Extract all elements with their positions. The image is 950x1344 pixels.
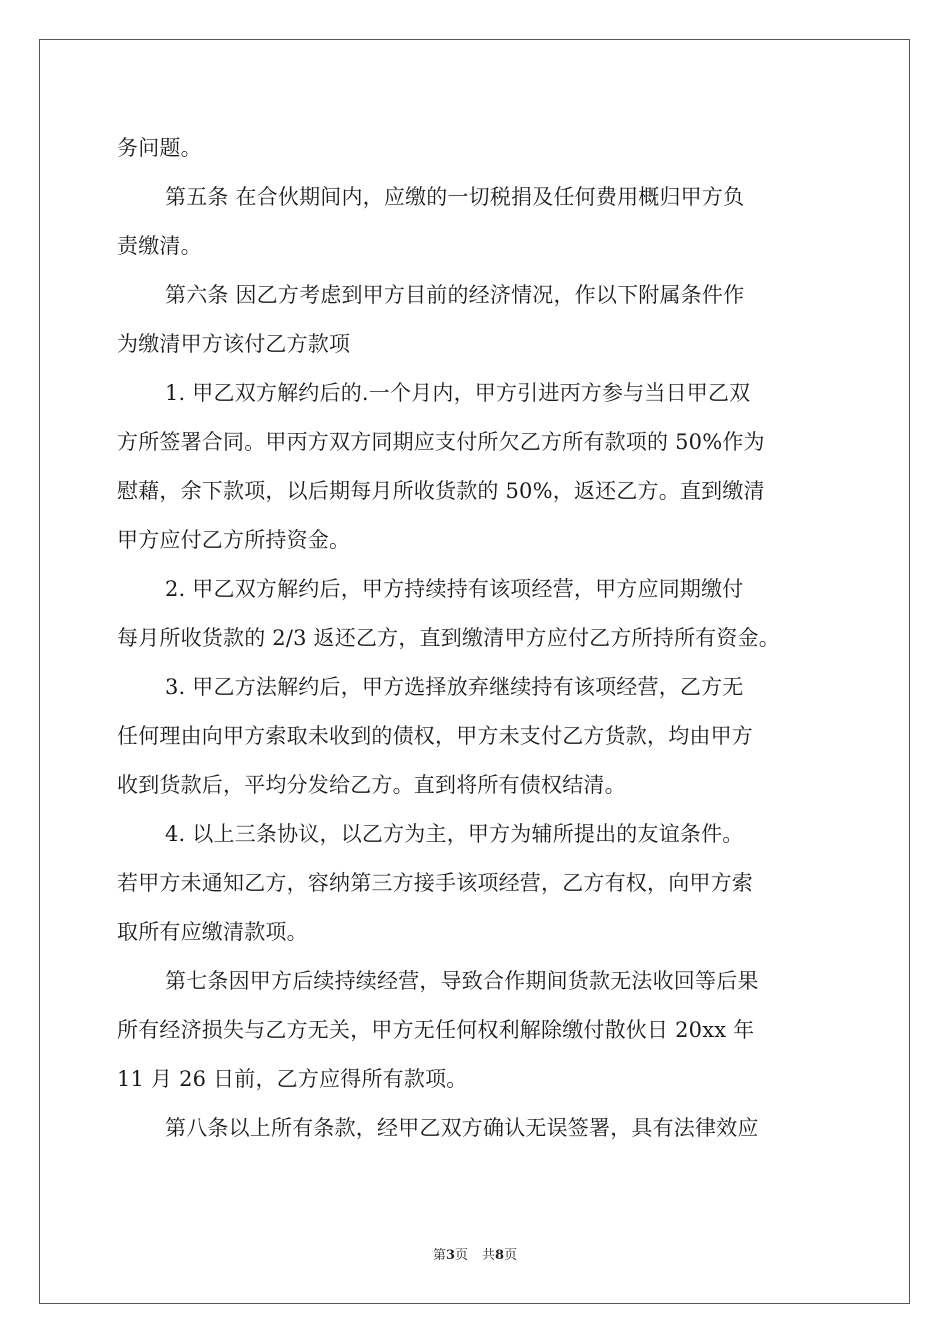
clause-3-line-3: 收到货款后，平均分发给乙方。直到将所有债权结清。 bbox=[117, 773, 626, 797]
clause-4-line-2: 若甲方未通知乙方，容纳第三方接手该项经营，乙方有权，向甲方索 bbox=[117, 871, 753, 895]
clause-4-line-3: 取所有应缴清款项。 bbox=[117, 920, 308, 944]
article-6-line-1: 第六条 因乙方考虑到甲方目前的经济情况，作以下附属条件作 bbox=[165, 283, 745, 307]
clause-2-line-1: 2. 甲乙双方解约后，甲方持续持有该项经营，甲方应同期缴付 bbox=[165, 577, 744, 601]
clause-2-line-2: 每月所收货款的 2/3 返还乙方，直到缴清甲方应付乙方所持所有资金。 bbox=[117, 626, 780, 650]
article-5-line-2: 责缴清。 bbox=[117, 234, 202, 258]
article-8-line-1: 第八条以上所有条款，经甲乙双方确认无误签署，具有法律效应 bbox=[165, 1116, 759, 1140]
page-total: 8 bbox=[495, 1248, 505, 1263]
document-body bbox=[117, 124, 835, 1153]
article-5-line-1: 第五条 在合伙期间内，应缴的一切税捐及任何费用概归甲方负 bbox=[165, 185, 745, 209]
page-prefix: 第 bbox=[432, 1248, 446, 1263]
clause-1-line-3: 慰藉，余下款项，以后期每月所收货款的 50%，返还乙方。直到缴清 bbox=[117, 479, 765, 503]
text-line-1: 务问题。 bbox=[117, 136, 202, 160]
article-7-line-1: 第七条因甲方后续持续经营，导致合作期间货款无法收回等后果 bbox=[165, 969, 759, 993]
clause-4-line-1: 4. 以上三条协议，以乙方为主，甲方为辅所提出的友谊条件。 bbox=[165, 822, 744, 846]
page-footer bbox=[0, 1247, 950, 1265]
article-7-line-2: 所有经济损失与乙方无关，甲方无任何权利解除缴付散伙日 20xx 年 bbox=[117, 1018, 755, 1042]
clause-3-line-2: 任何理由向甲方索取未收到的债权，甲方未支付乙方货款，均由甲方 bbox=[117, 724, 753, 748]
article-7-line-3: 11 月 26 日前，乙方应得所有款项。 bbox=[117, 1067, 468, 1091]
clause-1-line-4: 甲方应付乙方所持资金。 bbox=[117, 528, 351, 552]
total-prefix: 共 bbox=[482, 1248, 496, 1263]
clause-1-line-2: 方所签署合同。甲丙方双方同期应支付所欠乙方所有款项的 50%作为 bbox=[117, 430, 765, 454]
page-current: 3 bbox=[445, 1248, 455, 1263]
article-6-line-2: 为缴清甲方该付乙方款项 bbox=[117, 332, 351, 356]
clause-3-line-1: 3. 甲乙方法解约后，甲方选择放弃继续持有该项经营，乙方无 bbox=[165, 675, 744, 699]
total-suffix: 页 bbox=[504, 1248, 518, 1263]
page-suffix: 页 bbox=[454, 1248, 468, 1263]
clause-1-line-1: 1. 甲乙双方解约后的.一个月内，甲方引进丙方参与当日甲乙双 bbox=[165, 381, 751, 405]
